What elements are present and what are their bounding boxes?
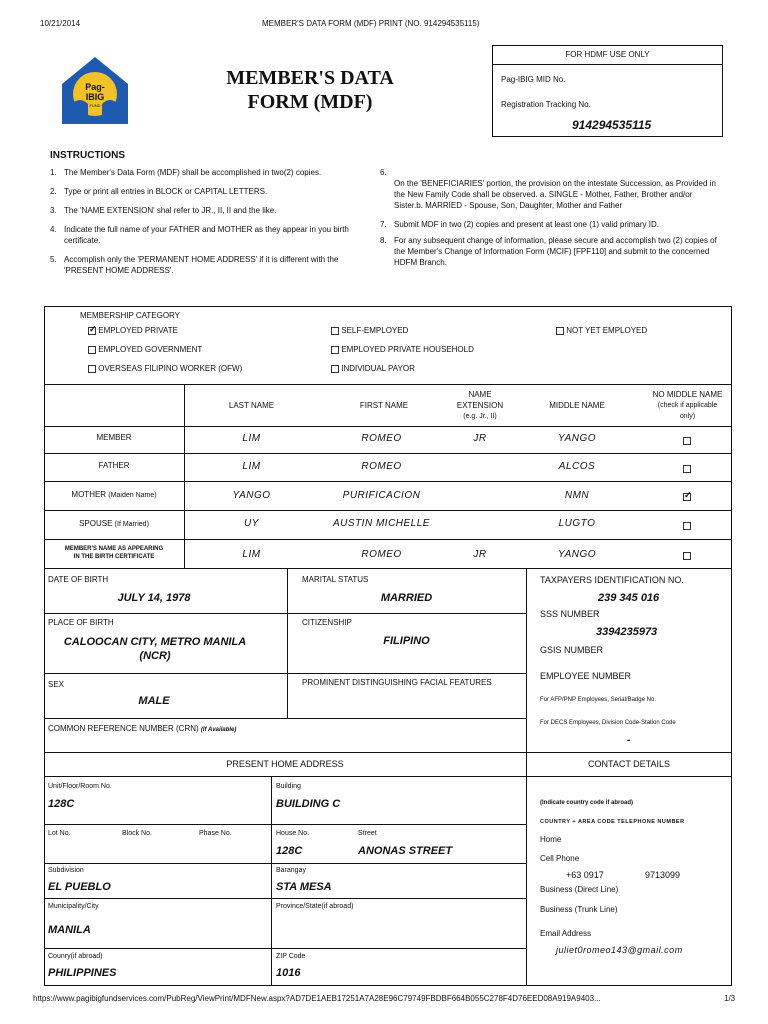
country-label: Counry(if abroad) <box>48 953 103 960</box>
home-label: Home <box>540 835 562 844</box>
afp-label: For AFP/PNP Employees, Serial/Badge No. <box>540 697 656 703</box>
birthcert-first: ROMEO <box>361 549 402 560</box>
mother-middle: NMN <box>564 490 590 501</box>
mother-first: PURIFICACION <box>342 490 421 501</box>
hdr-name-extension: NAME EXTENSION (e.g. Jr., II) <box>456 390 504 420</box>
phase-label: Phase No. <box>199 830 232 837</box>
cell-label: Cell Phone <box>540 854 580 863</box>
spouse-middle: LUGTO <box>558 518 596 529</box>
zip-label: ZIP Code <box>276 953 306 960</box>
opt-employed-private[interactable]: ✓ EMPLOYED PRIVATE <box>88 326 178 335</box>
pagibig-logo <box>58 54 132 128</box>
rtn-label: Registration Tracking No. <box>501 100 591 109</box>
contact-heading: CONTACT DETAILS <box>587 759 670 769</box>
sss-label: SSS NUMBER <box>540 609 600 619</box>
birthcert-last: LIM <box>242 549 261 560</box>
father-nomid-checkbox[interactable] <box>683 460 691 478</box>
logo-text-1: Pag- <box>85 82 105 92</box>
member-last: LIM <box>242 433 261 444</box>
cell-country-code: +63 0917 <box>566 870 604 880</box>
subdivision-value: EL PUEBLO <box>48 881 111 893</box>
instructions-left: 1. The Member's Data Form (MDF) shall be accomplished in two(2) copies. 2. Type or print all entries in BLOCK or CAPITAL LETTERS. 3. The 'NAME EXTENSION' shal refer to JR., II, II and the like. 4. Indicate the full name of your FATHER and MOTHER as they appear in you birth certificate. 5. Accomplish only the 'PERMANENT HOME ADDRESS' if it is different with the 'PRESENT HOME ADDRESS'. <box>50 168 349 275</box>
house-label: House No. <box>276 830 310 837</box>
province-label: Province/State(if abroad) <box>276 903 354 910</box>
contact-cols: COUNTRY + AREA CODE TELEPHONE NUMBER <box>540 819 685 825</box>
mother-last: YANGO <box>232 490 271 501</box>
member-middle: YANGO <box>557 433 597 444</box>
tin-value: 239 345 016 <box>598 592 660 604</box>
sss-value: 3394235973 <box>596 626 658 638</box>
decs-label: For DECS Employees, Division Code-Station Code <box>540 720 676 726</box>
email-label: Email Address <box>540 929 592 938</box>
block-label: Block No. <box>122 830 152 837</box>
decs-value: - <box>627 735 631 746</box>
opt-ofw[interactable]: OVERSEAS FILIPINO WORKER (OFW) <box>88 364 242 373</box>
logo-text-3: FUND <box>89 103 101 108</box>
membership-heading: MEMBERSHIP CATEGORY <box>80 311 181 320</box>
hdr-last-name: LAST NAME <box>228 401 275 410</box>
house-value: 128C <box>276 845 303 857</box>
contact-note: (Indicate country code if abroad) <box>540 800 634 806</box>
birthcert-ext: JR <box>473 549 487 560</box>
lot-label: Lot No. <box>48 830 71 837</box>
street-value: ANONAS STREET <box>358 845 453 857</box>
footer-url[interactable]: https://www.pagibigfundservices.com/PubReg/ViewPrint/MDFNew.aspx?AD7DE1AEB17251A7A28E96C79749FBDBF664B055C278F4D76EED08A919A9403... <box>33 994 601 1003</box>
father-middle: ALCOS <box>558 461 596 472</box>
marital-label: MARITAL STATUS <box>302 575 369 584</box>
gsis-label: GSIS NUMBER <box>540 645 604 655</box>
dob-label: DATE OF BIRTH <box>48 575 109 584</box>
logo-text-2: IBIG <box>85 92 105 102</box>
barangay-label: Barangay <box>276 867 306 874</box>
hdr-middle-name: MIDDLE NAME <box>549 401 605 410</box>
instructions-right: 6. On the 'BENEFICIARIES' portion, the provision on the intestate Succession, as Provided in the New Family Code shall be observed. a. SINGLE - Mother, Father, Brother and/or Sister.b. MARRIED - Spouse, Son, Daughter, Mother and Father 7. Submit MDF in two (2) copies and present at least one (1) valid primary ID. 8. For any subsequent change of information, please secure and accomplish two (2) copies of the Member's Change of Information Form (MCIF) [FPF110] and submit to the concerned HDFM Branch. <box>380 168 717 267</box>
opt-individual-payor[interactable]: INDIVIDUAL PAYOR <box>331 364 415 373</box>
email-value: juliet0romeo143@gmail.com <box>556 945 683 955</box>
spouse-last: UY <box>244 518 259 529</box>
member-nomid-checkbox[interactable] <box>683 432 691 450</box>
opt-self-employed[interactable]: SELF-EMPLOYED <box>331 326 408 335</box>
spouse-first: AUSTIN MICHELLE <box>333 518 430 529</box>
instructions-heading: INSTRUCTIONS <box>50 150 125 161</box>
city-value: MANILA <box>48 924 91 936</box>
sex-value: MALE <box>138 695 170 707</box>
citizenship-label: CITIZENSHIP <box>302 618 352 627</box>
birthcert-middle: YANGO <box>557 549 597 560</box>
father-first: ROMEO <box>361 461 402 472</box>
trunk-line-label: Business (Trunk Line) <box>540 905 618 914</box>
row-label-birth-cert: MEMBER'S NAME AS APPEARING IN THE BIRTH CERTIFICATE <box>64 546 164 560</box>
birthcert-nomid-checkbox[interactable] <box>683 547 691 565</box>
hdr-no-middle-name: NO MIDDLE NAME (check if applicable only) <box>652 390 723 420</box>
marital-value: MARRIED <box>380 592 433 604</box>
building-value: BUILDING C <box>276 798 341 810</box>
mid-label: Pag-IBIG MID No. <box>501 75 566 84</box>
opt-not-yet-employed[interactable]: NOT YET EMPLOYED <box>556 326 647 335</box>
features-label: PROMINENT DISTINGUISHING FACIAL FEATURES <box>302 678 492 687</box>
pob-value: CALOOCAN CITY, METRO MANILA (NCR) <box>63 636 247 662</box>
row-label-member: MEMBER <box>96 433 132 442</box>
country-value: PHILIPPINES <box>48 967 117 979</box>
address-heading: PRESENT HOME ADDRESS <box>226 759 344 769</box>
dob-value: JULY 14, 1978 <box>117 592 191 604</box>
print-title: MEMBER'S DATA FORM (MDF) PRINT (NO. 914294535115) <box>262 19 480 28</box>
building-label: Building <box>276 783 301 790</box>
footer-page: 1/3 <box>724 994 736 1003</box>
opt-employed-government[interactable]: EMPLOYED GOVERNMENT <box>88 345 202 354</box>
pob-label: PLACE OF BIRTH <box>48 618 114 627</box>
print-date: 10/21/2014 <box>40 19 81 28</box>
opt-employed-household[interactable]: EMPLOYED PRIVATE HOUSEHOLD <box>331 345 474 354</box>
subdivision-label: Subdivision <box>48 867 84 874</box>
father-last: LIM <box>242 461 261 472</box>
row-label-father: FATHER <box>98 461 130 470</box>
spouse-nomid-checkbox[interactable] <box>683 517 691 535</box>
zip-value: 1016 <box>276 967 301 979</box>
unit-value: 128C <box>48 798 75 810</box>
citizenship-value: FILIPINO <box>383 635 430 647</box>
row-label-spouse: SPOUSE (If Married) <box>79 519 149 528</box>
direct-line-label: Business (Direct Line) <box>540 885 619 894</box>
member-first: ROMEO <box>361 433 402 444</box>
employee-number-label: EMPLOYEE NUMBER <box>540 671 632 681</box>
rtn-value: 914294535115 <box>572 118 652 132</box>
barangay-value: STA MESA <box>276 881 332 893</box>
tin-label: TAXPAYERS IDENTIFICATION NO. <box>540 575 684 585</box>
unit-label: Unit/Floor/Room No. <box>48 783 112 790</box>
hdmf-heading: FOR HDMF USE ONLY <box>565 50 650 59</box>
street-label: Street <box>358 830 377 837</box>
sex-label: SEX <box>48 680 65 689</box>
row-label-mother: MOTHER (Maiden Name) <box>71 490 157 499</box>
cell-number: 9713099 <box>645 870 681 880</box>
city-label: Municipality/City <box>48 903 99 910</box>
form-title: MEMBER'S DATA FORM (MDF) <box>226 67 394 113</box>
member-ext: JR <box>473 433 487 444</box>
hdr-first-name: FIRST NAME <box>359 401 409 410</box>
crn-label: COMMON REFERENCE NUMBER (CRN) (If Available) <box>48 724 237 733</box>
mother-nomid-checkbox[interactable] <box>683 488 691 506</box>
